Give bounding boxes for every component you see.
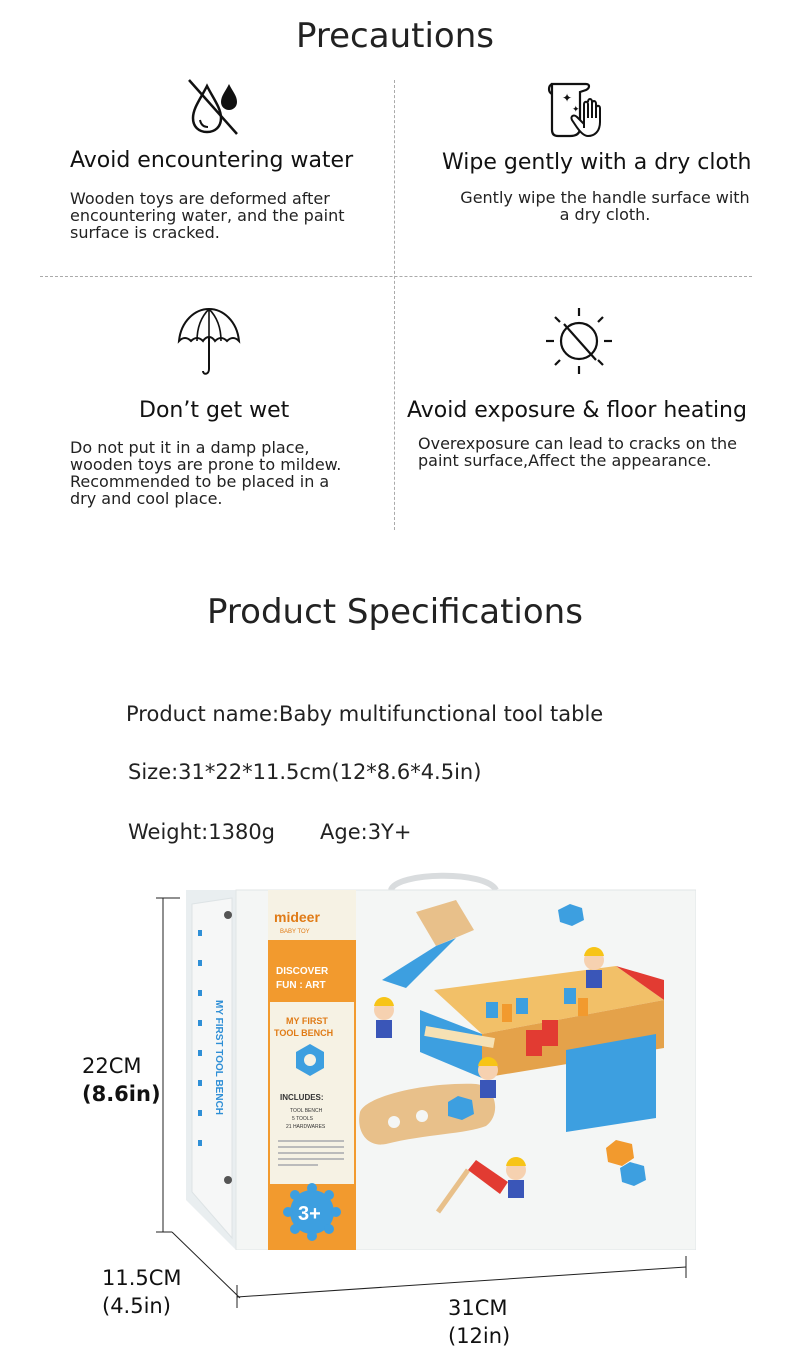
precaution-title-water: Avoid encountering water [70,148,354,173]
box-product-2: TOOL BENCH [274,1028,334,1038]
precaution-desc-water: Wooden toys are deformed after encountering water, and the paint surface is cracked. [70,189,345,242]
umbrella-icon [175,305,243,379]
svg-text:✦: ✦ [562,91,573,105]
spec-weight: Weight:1380g [128,820,276,844]
precaution-desc-wet: Do not put it in a damp place, wooden toys are prone to mildew. Recommended to be placed in a dry and cool place. [70,438,342,508]
box-brand: mideer [274,909,320,925]
box-age-badge: 3+ [298,1203,321,1225]
svg-text:5 TOOLS: 5 TOOLS [292,1116,313,1122]
precaution-desc-wipe: Gently wipe the handle surface with a dry cloth. [460,188,750,224]
precaution-desc-sun: Overexposure can lead to cracks on the paint surface,Affect the appearance. [418,434,737,470]
box-tagline-2: FUN : ART [276,980,326,991]
box-brand-sub: BABY TOY [280,929,310,935]
spec-size: Size:31*22*11.5cm(12*8.6*4.5in) [128,760,482,784]
vertical-divider [394,80,395,530]
dim-height: 22CM (8.6in) [82,1054,161,1106]
spec-product-name: Product name:Baby multifunctional tool table [126,702,604,726]
no-sun-icon [542,304,616,378]
box-side-text: MY FIRST TOOL BENCH [213,1000,224,1116]
box-includes-title: INCLUDES: [280,1093,324,1102]
no-water-icon [183,74,245,138]
horizontal-divider [40,276,752,277]
dim-width: 31CM (12in) [448,1296,511,1348]
dim-depth: 11.5CM (4.5in) [102,1266,182,1318]
precaution-title-wet: Don’t get wet [139,398,290,423]
precaution-title-wipe: Wipe gently with a dry cloth [442,150,752,175]
svg-text:21 HARDWARES: 21 HARDWARES [286,1124,326,1130]
box-product-1: MY FIRST [286,1016,328,1026]
svg-text:✦: ✦ [572,105,580,115]
spec-age: Age:3Y+ [320,820,412,844]
svg-text:TOOL BENCH: TOOL BENCH [290,1108,323,1114]
specifications-title: Product Specifications [207,592,583,632]
precautions-title: Precautions [296,16,494,56]
precaution-title-sun: Avoid exposure & floor heating [407,398,747,423]
box-tagline-1: DISCOVER [276,966,329,977]
wipe-cloth-icon [546,78,616,140]
product-box-image [186,870,696,1250]
